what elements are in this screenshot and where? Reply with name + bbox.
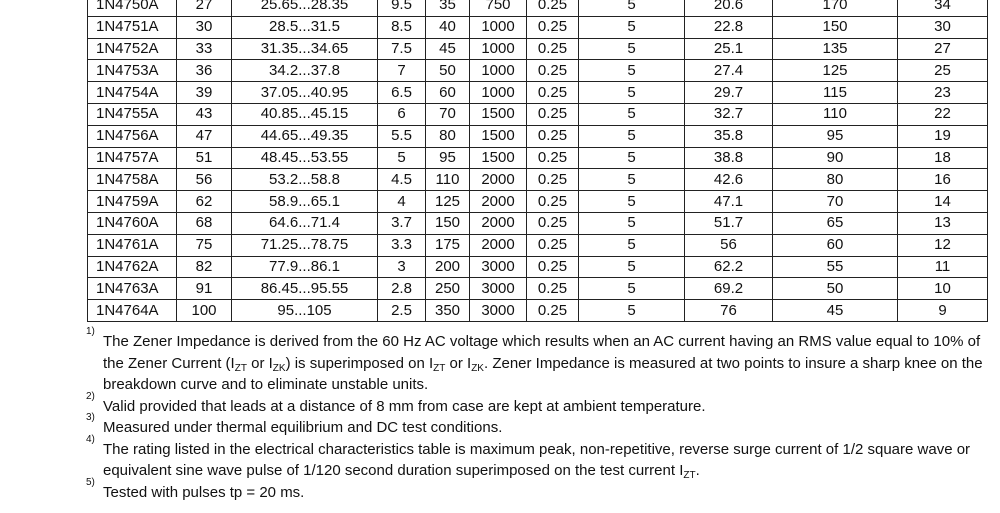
table-cell: 1000: [470, 82, 527, 104]
part-number-cell: 1N4758A: [88, 169, 177, 191]
table-cell: 7.5: [378, 38, 426, 60]
table-cell: 68: [177, 212, 232, 234]
table-cell: 2000: [470, 191, 527, 213]
table-cell: 62.2: [685, 256, 773, 278]
table-cell: 14: [898, 191, 988, 213]
table-cell: 18: [898, 147, 988, 169]
table-cell: 6: [378, 103, 426, 125]
table-cell: 0.25: [527, 191, 579, 213]
table-cell: 6.5: [378, 82, 426, 104]
table-cell: 1000: [470, 38, 527, 60]
footnote-4: 4) The rating listed in the electrical characteristics table is maximum peak, non-repetitive, reverse surge current of 1/2 square wave or equivalent sine wave pulse of 1/120 second duration superimposed on the test current $I_{ZT}$.: [86, 433, 971, 481]
zener-characteristics-table: [87, 0, 988, 322]
table-row: [88, 169, 988, 191]
table-cell: 200: [426, 256, 470, 278]
table-cell: 170: [773, 0, 898, 16]
table-cell: 115: [773, 82, 898, 104]
table-cell: 5: [579, 60, 685, 82]
footnote-2: [86, 390, 987, 418]
table-cell: 77.9...86.1: [232, 256, 378, 278]
table-cell: 29.7: [685, 82, 773, 104]
table-cell: 20.6: [685, 0, 773, 16]
table-cell: 1000: [470, 16, 527, 38]
table-cell: 0.25: [527, 38, 579, 60]
table-cell: 39: [177, 82, 232, 104]
table-cell: 36: [177, 60, 232, 82]
table-cell: 0.25: [527, 82, 579, 104]
table-cell: 45: [426, 38, 470, 60]
table-cell: 125: [426, 191, 470, 213]
table-row: [88, 0, 988, 16]
table-cell: 27: [898, 38, 988, 60]
table-cell: 13: [898, 212, 988, 234]
table-cell: 750: [470, 0, 527, 16]
part-number-cell: 1N4755A: [88, 103, 177, 125]
table-cell: 40.85...45.15: [232, 103, 378, 125]
table-cell: 51: [177, 147, 232, 169]
table-cell: 19: [898, 125, 988, 147]
table-cell: 22: [898, 103, 988, 125]
part-number-cell: 1N4756A: [88, 125, 177, 147]
table-cell: 42.6: [685, 169, 773, 191]
table-row: [88, 16, 988, 38]
table-cell: 47.1: [685, 191, 773, 213]
table-cell: 9: [898, 300, 988, 322]
table-cell: 0.25: [527, 278, 579, 300]
table-cell: 51.7: [685, 212, 773, 234]
table-cell: 47: [177, 125, 232, 147]
part-number-cell: 1N4754A: [88, 82, 177, 104]
table-cell: 27.4: [685, 60, 773, 82]
table-cell: 35.8: [685, 125, 773, 147]
footnote-text: Valid provided that leads at a distance of 8 mm from case are kept at ambient temperature.: [103, 397, 706, 415]
table-row: [88, 147, 988, 169]
table-cell: 28.5...31.5: [232, 16, 378, 38]
part-number-cell: 1N4759A: [88, 191, 177, 213]
table-cell: 0.25: [527, 103, 579, 125]
table-cell: 60: [773, 234, 898, 256]
table-cell: 33: [177, 38, 232, 60]
table-cell: 10: [898, 278, 988, 300]
table-cell: 90: [773, 147, 898, 169]
table-row: [88, 212, 988, 234]
table-cell: 5: [579, 278, 685, 300]
footnote-1: 1) The Zener Impedance is derived from the 60 Hz AC voltage which results when an AC current having an RMS value equal to 10% of the Zener Current ($I_{ZT}$ or $I_{ZK}$) is superimposed on $I_{ZT}$ or $I_{ZK}$. Zener Impedance is measured at two points to insure a sharp knee on the breakdown curve and to eliminate unstable units.: [86, 326, 983, 393]
table-cell: 5: [579, 169, 685, 191]
table-cell: 250: [426, 278, 470, 300]
table-cell: 23: [898, 82, 988, 104]
table-cell: 25.65...28.35: [232, 0, 378, 16]
table-cell: 11: [898, 256, 988, 278]
part-number-cell: 1N4763A: [88, 278, 177, 300]
table-cell: 5: [579, 234, 685, 256]
table-cell: 9.5: [378, 0, 426, 16]
table-cell: 27: [177, 0, 232, 16]
table-cell: 65: [773, 212, 898, 234]
table-cell: 70: [426, 103, 470, 125]
table-cell: 60: [426, 82, 470, 104]
table-cell: 3.7: [378, 212, 426, 234]
table-cell: 8.5: [378, 16, 426, 38]
table-cell: 175: [426, 234, 470, 256]
table-cell: 0.25: [527, 147, 579, 169]
table-row: [88, 256, 988, 278]
table-row: [88, 278, 988, 300]
table-cell: 64.6...71.4: [232, 212, 378, 234]
table-cell: 5: [579, 16, 685, 38]
table-cell: 5: [579, 191, 685, 213]
table-cell: 0.25: [527, 169, 579, 191]
table-cell: 80: [426, 125, 470, 147]
table-cell: 7: [378, 60, 426, 82]
table-cell: 76: [685, 300, 773, 322]
table-cell: 95...105: [232, 300, 378, 322]
table-cell: 5: [579, 0, 685, 16]
table-cell: 4: [378, 191, 426, 213]
table-row: [88, 191, 988, 213]
table-cell: 0.25: [527, 125, 579, 147]
table-row: [88, 234, 988, 256]
table-cell: 1500: [470, 125, 527, 147]
table-cell: 135: [773, 38, 898, 60]
table-cell: 3.3: [378, 234, 426, 256]
table-cell: 0.25: [527, 0, 579, 16]
table-cell: 2000: [470, 212, 527, 234]
table-cell: 30: [177, 16, 232, 38]
table-cell: 56: [685, 234, 773, 256]
part-number-cell: 1N4753A: [88, 60, 177, 82]
table-cell: 5: [579, 212, 685, 234]
table-cell: 69.2: [685, 278, 773, 300]
table-cell: 5.5: [378, 125, 426, 147]
table-cell: 22.8: [685, 16, 773, 38]
footnote-number: 3): [86, 412, 95, 423]
table-row: [88, 82, 988, 104]
table-cell: 25.1: [685, 38, 773, 60]
table-cell: 5: [579, 256, 685, 278]
table-cell: 0.25: [527, 16, 579, 38]
table-body: [88, 0, 988, 321]
table-cell: 1000: [470, 60, 527, 82]
table-cell: 58.9...65.1: [232, 191, 378, 213]
footnote-number: 1): [86, 326, 95, 337]
table-cell: 150: [773, 16, 898, 38]
table-cell: 71.25...78.75: [232, 234, 378, 256]
table-cell: 2.5: [378, 300, 426, 322]
table-cell: 3000: [470, 278, 527, 300]
table-cell: 0.25: [527, 234, 579, 256]
table-cell: 62: [177, 191, 232, 213]
footnote-number: 5): [86, 476, 95, 488]
footnote-3: [86, 412, 987, 439]
table-cell: 56: [177, 169, 232, 191]
table-row: [88, 60, 988, 82]
table-cell: 48.45...53.55: [232, 147, 378, 169]
table-cell: 5: [579, 147, 685, 169]
table-cell: 150: [426, 212, 470, 234]
table-cell: 4.5: [378, 169, 426, 191]
part-number-cell: 1N4751A: [88, 16, 177, 38]
table-cell: 5: [579, 103, 685, 125]
footnote-5: [86, 476, 987, 504]
table-cell: 80: [773, 169, 898, 191]
table-cell: 0.25: [527, 256, 579, 278]
table-cell: 53.2...58.8: [232, 169, 378, 191]
table-cell: 1500: [470, 147, 527, 169]
table-cell: 86.45...95.55: [232, 278, 378, 300]
table-cell: 50: [773, 278, 898, 300]
table-cell: 3000: [470, 256, 527, 278]
table-cell: 45: [773, 300, 898, 322]
table-cell: 0.25: [527, 300, 579, 322]
table-cell: 30: [898, 16, 988, 38]
table-cell: 32.7: [685, 103, 773, 125]
table-cell: 3000: [470, 300, 527, 322]
table-row: [88, 38, 988, 60]
table-cell: 0.25: [527, 60, 579, 82]
table-row: [88, 103, 988, 125]
part-number-cell: 1N4762A: [88, 256, 177, 278]
table-cell: 38.8: [685, 147, 773, 169]
table-cell: 75: [177, 234, 232, 256]
table-cell: 100: [177, 300, 232, 322]
table-cell: 31.35...34.65: [232, 38, 378, 60]
table-cell: 2.8: [378, 278, 426, 300]
table-cell: 44.65...49.35: [232, 125, 378, 147]
table-cell: 3: [378, 256, 426, 278]
table-cell: 82: [177, 256, 232, 278]
footnote-number: 2): [86, 390, 95, 402]
table-cell: 5: [579, 125, 685, 147]
part-number-cell: 1N4750A: [88, 0, 177, 16]
table-cell: 5: [579, 38, 685, 60]
table-cell: 43: [177, 103, 232, 125]
table-cell: 95: [773, 125, 898, 147]
table-cell: 91: [177, 278, 232, 300]
part-number-cell: 1N4757A: [88, 147, 177, 169]
footnote-text: Measured under thermal equilibrium and DC test conditions.: [103, 419, 503, 436]
table-cell: 5: [378, 147, 426, 169]
table-cell: 5: [579, 82, 685, 104]
table-cell: 16: [898, 169, 988, 191]
table-cell: 110: [426, 169, 470, 191]
table-cell: 110: [773, 103, 898, 125]
part-number-cell: 1N4764A: [88, 300, 177, 322]
table-row: [88, 125, 988, 147]
footnotes: [86, 326, 987, 503]
table-row: [88, 300, 988, 322]
table-cell: 34: [898, 0, 988, 16]
part-number-cell: 1N4752A: [88, 38, 177, 60]
table-cell: 70: [773, 191, 898, 213]
table-cell: 2000: [470, 169, 527, 191]
table-cell: 37.05...40.95: [232, 82, 378, 104]
part-number-cell: 1N4761A: [88, 234, 177, 256]
table-cell: 40: [426, 16, 470, 38]
table-cell: 350: [426, 300, 470, 322]
part-number-cell: 1N4760A: [88, 212, 177, 234]
footnote-text: Tested with pulses tp = 20 ms.: [103, 483, 305, 501]
footnote-number: 4): [86, 433, 95, 445]
table-cell: 125: [773, 60, 898, 82]
table-cell: 12: [898, 234, 988, 256]
table-cell: 2000: [470, 234, 527, 256]
table-cell: 0.25: [527, 212, 579, 234]
table-cell: 50: [426, 60, 470, 82]
table-cell: 25: [898, 60, 988, 82]
table-cell: 55: [773, 256, 898, 278]
table-cell: 5: [579, 300, 685, 322]
table-cell: 35: [426, 0, 470, 16]
table-cell: 1500: [470, 103, 527, 125]
table-cell: 95: [426, 147, 470, 169]
table-cell: 34.2...37.8: [232, 60, 378, 82]
